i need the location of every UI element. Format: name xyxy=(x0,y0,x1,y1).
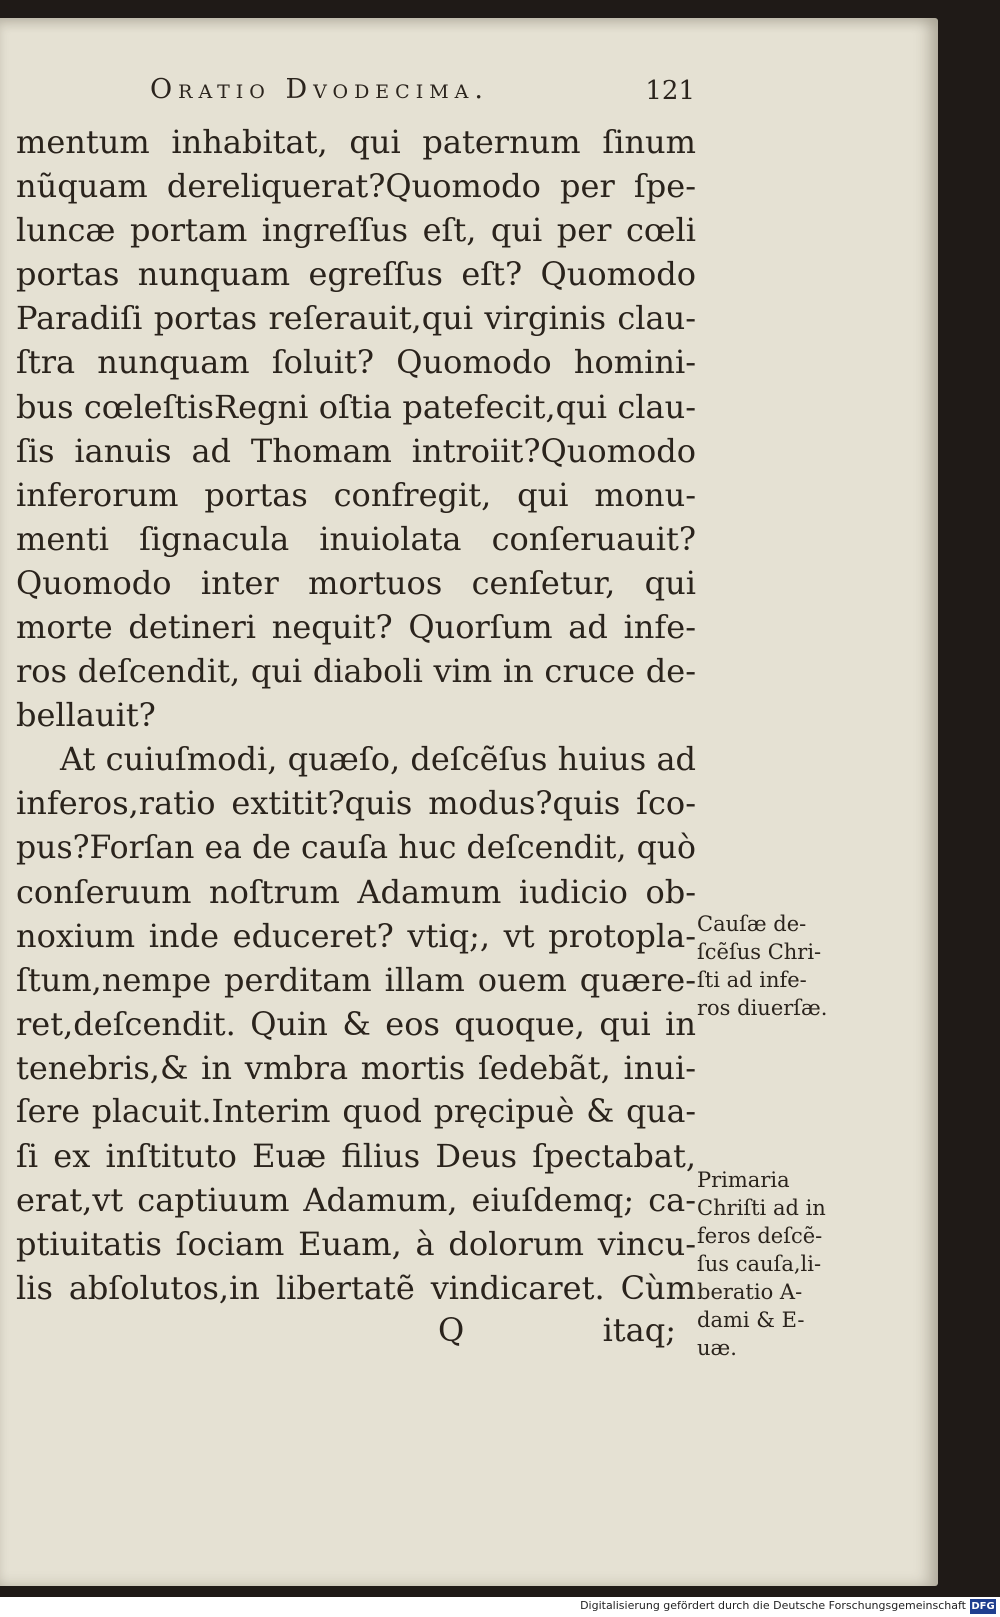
text-line: inferos,ratio extitit?quis modus?quis ſco- xyxy=(16,784,696,823)
text-line: tenebris,& in vmbra mortis ſedebãt, inui- xyxy=(16,1048,696,1087)
text-line: ptiuitatis ſociam Euam, à dolorum vincu- xyxy=(16,1225,696,1264)
marginal-note-line: ros diuerſæ. xyxy=(697,996,828,1020)
catchword: itaq; xyxy=(602,1311,676,1349)
signature-mark: Q xyxy=(438,1311,465,1349)
marginal-note-line: Cauſæ de- xyxy=(697,912,807,936)
marginal-note-line: ſcẽſus Chri- xyxy=(697,940,822,964)
text-line: Quomodo inter mortuos cenſetur, qui xyxy=(16,563,696,602)
marginal-note-line: ſti ad infe- xyxy=(697,968,807,992)
paragraph-start-line: At cuiuſmodi, quæſo, deſcẽſus huius ad xyxy=(60,740,696,779)
text-line: noxium inde educeret? vtiq;, vt protopla- xyxy=(16,916,696,955)
funding-credit: Digitalisierung gefördert durch die Deutsche Forschungsgemeinschaft xyxy=(580,1599,966,1612)
marginal-note-line: dami & E- xyxy=(697,1308,805,1332)
text-line: ros deſcendit, qui diaboli vim in cruce de- xyxy=(16,652,696,691)
text-line: ſi ex inſtituto Euæ filius Deus ſpectabat, xyxy=(16,1137,696,1176)
text-line: luncæ portam ingreſſus eſt, qui per cœli xyxy=(16,211,696,250)
main-text-block xyxy=(16,120,696,1311)
marginal-note-line: feros deſcẽ- xyxy=(697,1224,823,1248)
text-line: ſtra nunquam ſoluit? Quomodo homini- xyxy=(16,343,696,382)
text-line: portas nunquam egreſſus eſt? Quomodo xyxy=(16,255,696,294)
text-line: ſis ianuis ad Thomam introiit?Quomodo xyxy=(16,431,696,470)
marginal-note xyxy=(697,910,827,1022)
marginal-note xyxy=(697,1166,826,1362)
running-head: Oratio Dvodecima. xyxy=(150,74,489,105)
digitization-footer xyxy=(0,1597,1000,1617)
text-line: ret,deſcendit. Quin & eos quoque, qui in xyxy=(16,1004,696,1043)
text-line: inferorum portas confregit, qui monu- xyxy=(16,475,696,514)
text-line: pus?Forſan ea de cauſa huc deſcendit, quò xyxy=(16,829,696,866)
text-line: Paradiſi portas reſerauit,qui virginis clau- xyxy=(16,299,696,338)
text-line: conſeruum noſtrum Adamum iudicio ob- xyxy=(16,872,696,911)
marginal-note-line: uæ. xyxy=(697,1336,737,1360)
catchline xyxy=(16,1311,696,1355)
page-number: 121 xyxy=(645,76,695,106)
text-line: ſtum,nempe perditam illam ouem quære- xyxy=(16,960,696,999)
text-line: nũquam dereliquerat?Quomodo per ſpe- xyxy=(16,167,696,206)
marginal-note-line: ſus cauſa,li- xyxy=(697,1252,822,1276)
text-line: bus cœleſtisRegni oſtia patefecit,qui clau- xyxy=(16,387,696,426)
marginal-note-line: Chriſti ad in xyxy=(697,1196,826,1220)
text-line: morte detineri nequit? Quorſum ad infe- xyxy=(16,608,696,647)
marginal-note-line: Primaria xyxy=(697,1168,790,1192)
text-line: mentum inhabitat, qui paternum ſinum xyxy=(16,123,696,161)
marginal-note-line: beratio A- xyxy=(697,1280,803,1304)
text-line: lis abſolutos,in libertatẽ vindicaret. Cùm xyxy=(16,1269,696,1308)
text-line: menti ſignacula inuiolata conſeruauit? xyxy=(16,519,696,558)
text-line: erat,vt captiuum Adamum, eiuſdemq; ca- xyxy=(16,1181,696,1220)
text-line: ſere placuit.Interim quod pręcipuè & qua- xyxy=(16,1094,696,1131)
dfg-logo: DFG xyxy=(971,1601,995,1612)
book-page xyxy=(0,18,938,1586)
page-header xyxy=(150,74,695,114)
text-line: bellauit? xyxy=(16,696,156,735)
